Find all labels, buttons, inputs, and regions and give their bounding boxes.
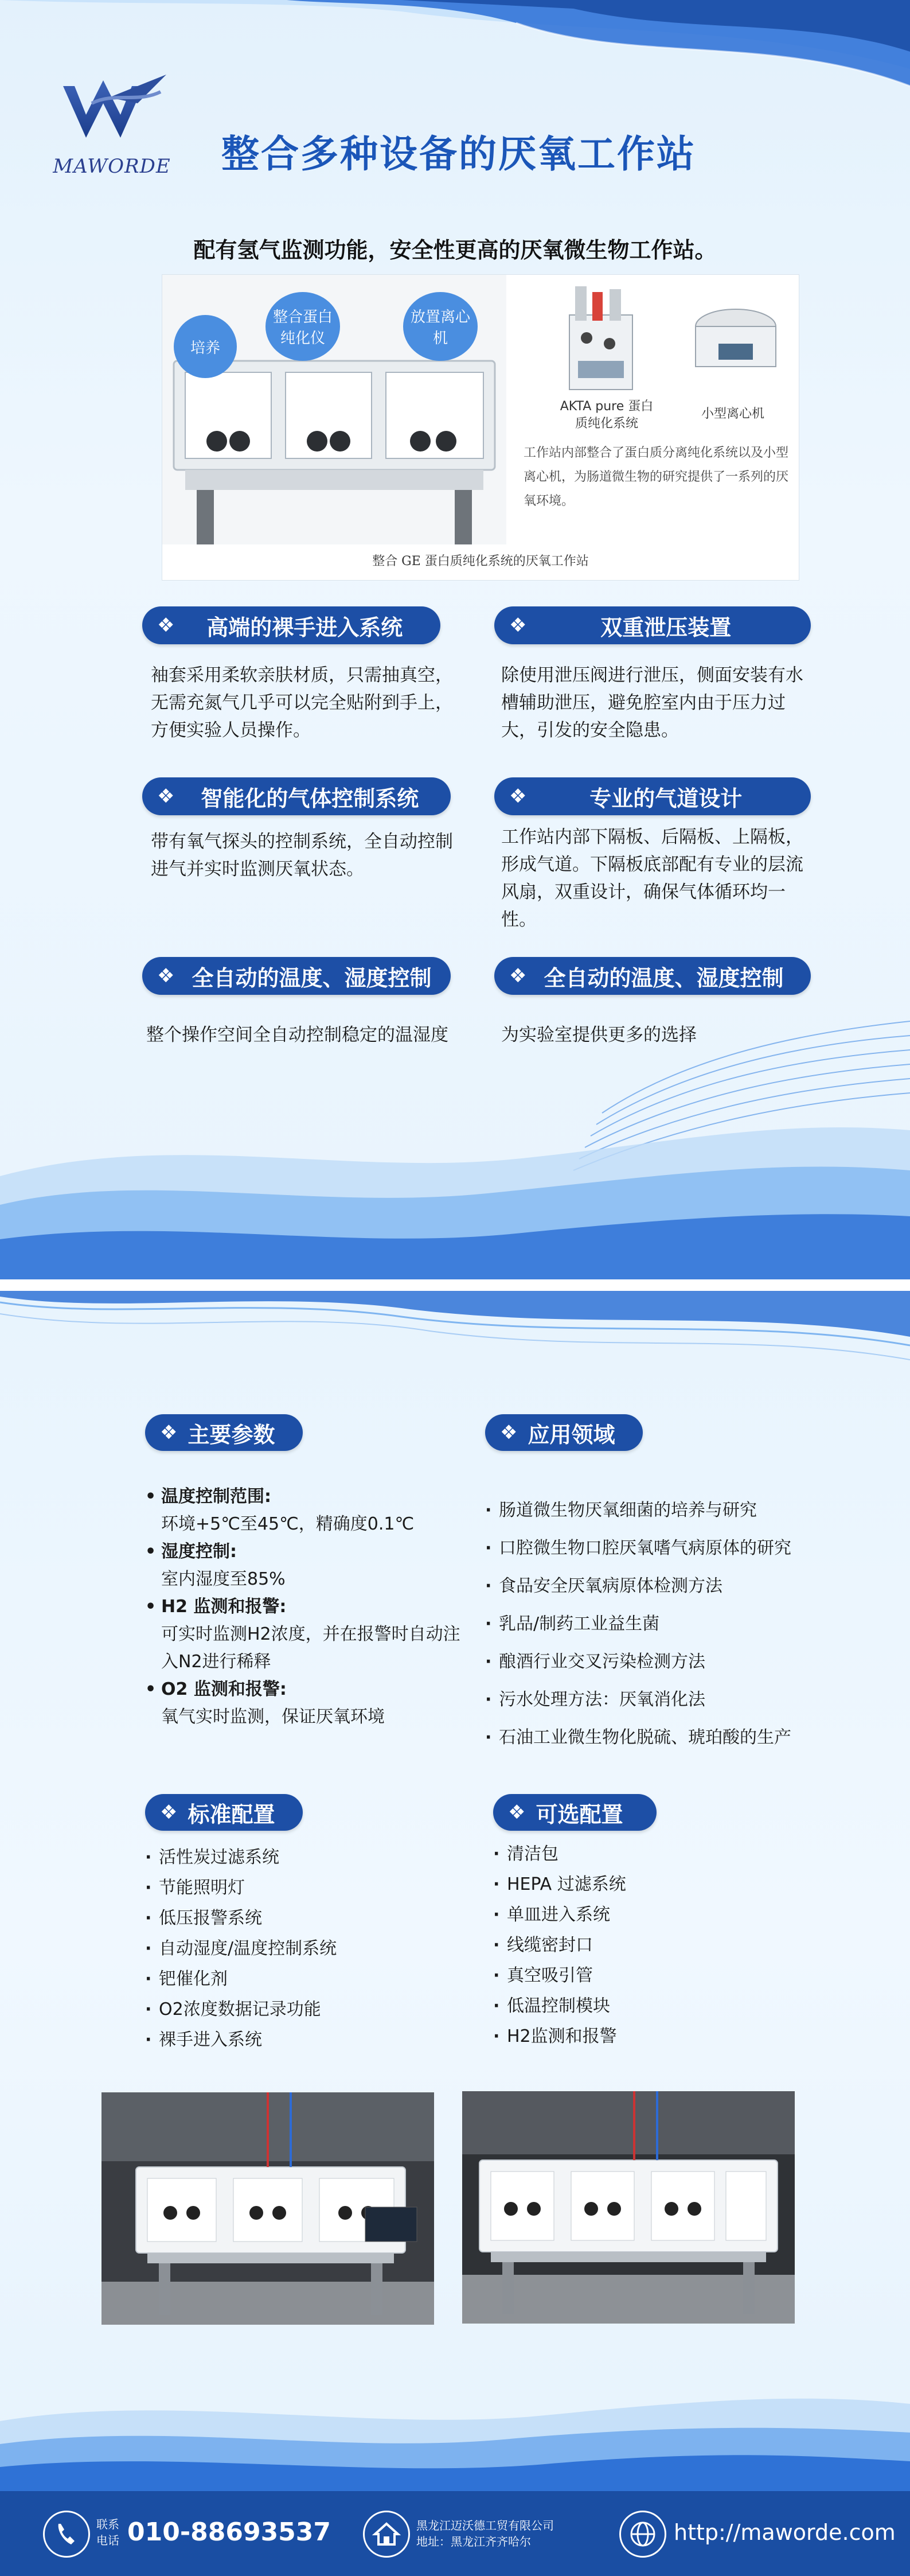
panel-divider — [0, 1279, 910, 1291]
page-title: 整合多种设备的厌氧工作站 — [221, 132, 696, 176]
feature-title-1: ❖ 高端的裸手进入系统 — [142, 606, 440, 644]
feature-text-4: 工作站内部下隔板、后隔板、上隔板，形成气道。下隔板底部配有专业的层流风扇，双重设计，确保气体循环均一性。 — [501, 827, 803, 930]
akta-device-illustration — [558, 281, 644, 395]
param-detail-h2: 可实时监测H2浓度，并在报警时自动注入N2进行稀释 — [161, 1624, 460, 1672]
diamond-icon: ❖ — [157, 964, 175, 987]
diamond-icon: ❖ — [157, 614, 175, 637]
param-head-h2: • H2 监测和报警: — [145, 1593, 472, 1621]
param-detail-o2: 氧气实时监测，保证厌氧环境 — [161, 1707, 385, 1727]
feature-text-3: 带有氧气探头的控制系统，全自动控制进气并实时监测厌氧状态。 — [151, 831, 453, 880]
list-item: · 活性炭过滤系统 — [145, 1842, 466, 1873]
product-photo-right — [462, 2091, 795, 2324]
list-item: · 单皿进入系统 — [493, 1900, 814, 1930]
footer-bar — [0, 2491, 910, 2576]
bubble-culture: 培养 — [174, 315, 237, 378]
diamond-icon: ❖ — [160, 1801, 178, 1824]
feature-title-6: ❖ 全自动的温度、湿度控制 — [494, 957, 811, 995]
list-item: · 钯催化剂 — [145, 1964, 466, 1994]
params-list — [145, 1483, 472, 1731]
centrifuge-illustration — [690, 303, 782, 378]
feature-title-3: ❖ 智能化的气体控制系统 — [142, 777, 451, 815]
feature-text-2: 除使用泄压阀进行泄压，侧面安装有水槽辅助泄压，避免腔室内由于压力过大，引发的安全隐患。 — [501, 665, 803, 741]
list-item: · 乳品/制药工业益生菌 — [485, 1605, 841, 1643]
list-item: · 低压报警系统 — [145, 1903, 466, 1933]
diamond-icon: ❖ — [160, 1421, 178, 1444]
diamond-icon: ❖ — [509, 614, 527, 637]
hero-caption: 整合 GE 蛋白质纯化系统的厌氧工作站 — [372, 554, 589, 569]
home-icon — [363, 2511, 410, 2558]
phone-icon — [43, 2511, 90, 2558]
list-item: · 真空吸引管 — [493, 1960, 814, 1991]
company-name: 黑龙江迈沃德工贸有限公司 — [416, 2519, 554, 2532]
list-item: · 肠道微生物厌氧细菌的培养与研究 — [485, 1492, 841, 1530]
bottom-wave-decoration-2 — [0, 2369, 910, 2491]
list-item: · 清洁包 — [493, 1839, 814, 1869]
company-address: 地址：黑龙江齐齐哈尔 — [416, 2535, 531, 2548]
list-item: · 酿酒行业交叉污染检测方法 — [485, 1643, 841, 1681]
standard-list — [145, 1842, 466, 2055]
feature-title-5: ❖ 全自动的温度、湿度控制 — [142, 957, 451, 995]
optional-title: ❖ 可选配置 — [493, 1794, 657, 1831]
phone-label-1: 联系 — [96, 2517, 119, 2531]
panel-top — [0, 0, 910, 1279]
feature-text-1: 袖套采用柔软亲肤材质，只需抽真空，无需充氮气几乎可以完全贴附到手上，方便实验人员操作。 — [151, 665, 453, 741]
feature-text-5: 整个操作空间全自动控制稳定的温湿度 — [146, 1025, 448, 1045]
feature-text-6: 为实验室提供更多的选择 — [501, 1025, 697, 1045]
list-item: · 污水处理方法：厌氧消化法 — [485, 1681, 841, 1719]
list-item: · 低温控制模块 — [493, 1991, 814, 2021]
standard-title: ❖ 标准配置 — [145, 1794, 303, 1831]
hero-image-panel — [162, 274, 799, 581]
params-title: ❖ 主要参数 — [145, 1414, 303, 1451]
list-item: · 线缆密封口 — [493, 1930, 814, 1960]
applications-list — [485, 1492, 841, 1757]
bubble-centrifuge: 放置离心机 — [403, 292, 478, 361]
feature-title-4: ❖ 专业的气道设计 — [494, 777, 811, 815]
param-head-o2: • O2 监测和报警: — [145, 1676, 472, 1703]
logo-text: MAWORDE — [53, 155, 171, 178]
phone-label-2: 电话 — [96, 2534, 119, 2547]
diamond-icon: ❖ — [508, 1801, 526, 1824]
bubble-purifier: 整合蛋白纯化仪 — [265, 292, 340, 361]
top-wave-decoration-2 — [0, 1291, 910, 1400]
list-item: · 食品安全厌氧病原体检测方法 — [485, 1567, 841, 1605]
phone-number[interactable]: 010-88693537 — [127, 2517, 331, 2547]
param-head-humidity: • 湿度控制: — [145, 1538, 472, 1566]
list-item: · 裸手进入系统 — [145, 2025, 466, 2055]
param-detail-humidity: 室内湿度至85% — [161, 1569, 286, 1589]
product-photo-left — [101, 2092, 434, 2325]
optional-list — [493, 1839, 814, 2052]
page-subtitle: 配有氢气监测功能，安全性更高的厌氧微生物工作站。 — [193, 238, 717, 263]
list-item: · O2浓度数据记录功能 — [145, 1994, 466, 2025]
list-item: · 石油工业微生物化脱硫、琥珀酸的生产 — [485, 1719, 841, 1757]
param-head-temp: • 温度控制范围: — [145, 1483, 472, 1511]
globe-icon — [619, 2511, 666, 2558]
diamond-icon: ❖ — [509, 785, 527, 808]
list-item: · HEPA 过滤系统 — [493, 1869, 814, 1900]
list-item: · 口腔微生物口腔厌氧嗜气病原体的研究 — [485, 1530, 841, 1567]
list-item: · 节能照明灯 — [145, 1873, 466, 1903]
bottom-wave-decoration — [0, 987, 910, 1279]
hero-description: 工作站内部整合了蛋白质分离纯化系统以及小型离心机，为肠道微生物的研究提供了一系列的厌氧环境。 — [524, 446, 789, 508]
applications-title: ❖ 应用领域 — [485, 1414, 643, 1451]
centrifuge-label: 小型离心机 — [701, 407, 764, 421]
diamond-icon: ❖ — [500, 1421, 518, 1444]
list-item: · 自动湿度/温度控制系统 — [145, 1933, 466, 1964]
brand-logo — [52, 69, 172, 184]
akta-label: AKTA pure 蛋白质纯化系统 — [560, 399, 654, 431]
website-link[interactable]: http://maworde.com — [674, 2520, 896, 2545]
param-detail-temp: 环境+5℃至45℃，精确度0.1℃ — [161, 1514, 415, 1534]
diamond-icon: ❖ — [509, 964, 527, 987]
list-item: · H2监测和报警 — [493, 2021, 814, 2052]
feature-title-2: ❖ 双重泄压装置 — [494, 606, 811, 644]
diamond-icon: ❖ — [157, 785, 175, 808]
logo-mark-icon — [52, 69, 172, 149]
